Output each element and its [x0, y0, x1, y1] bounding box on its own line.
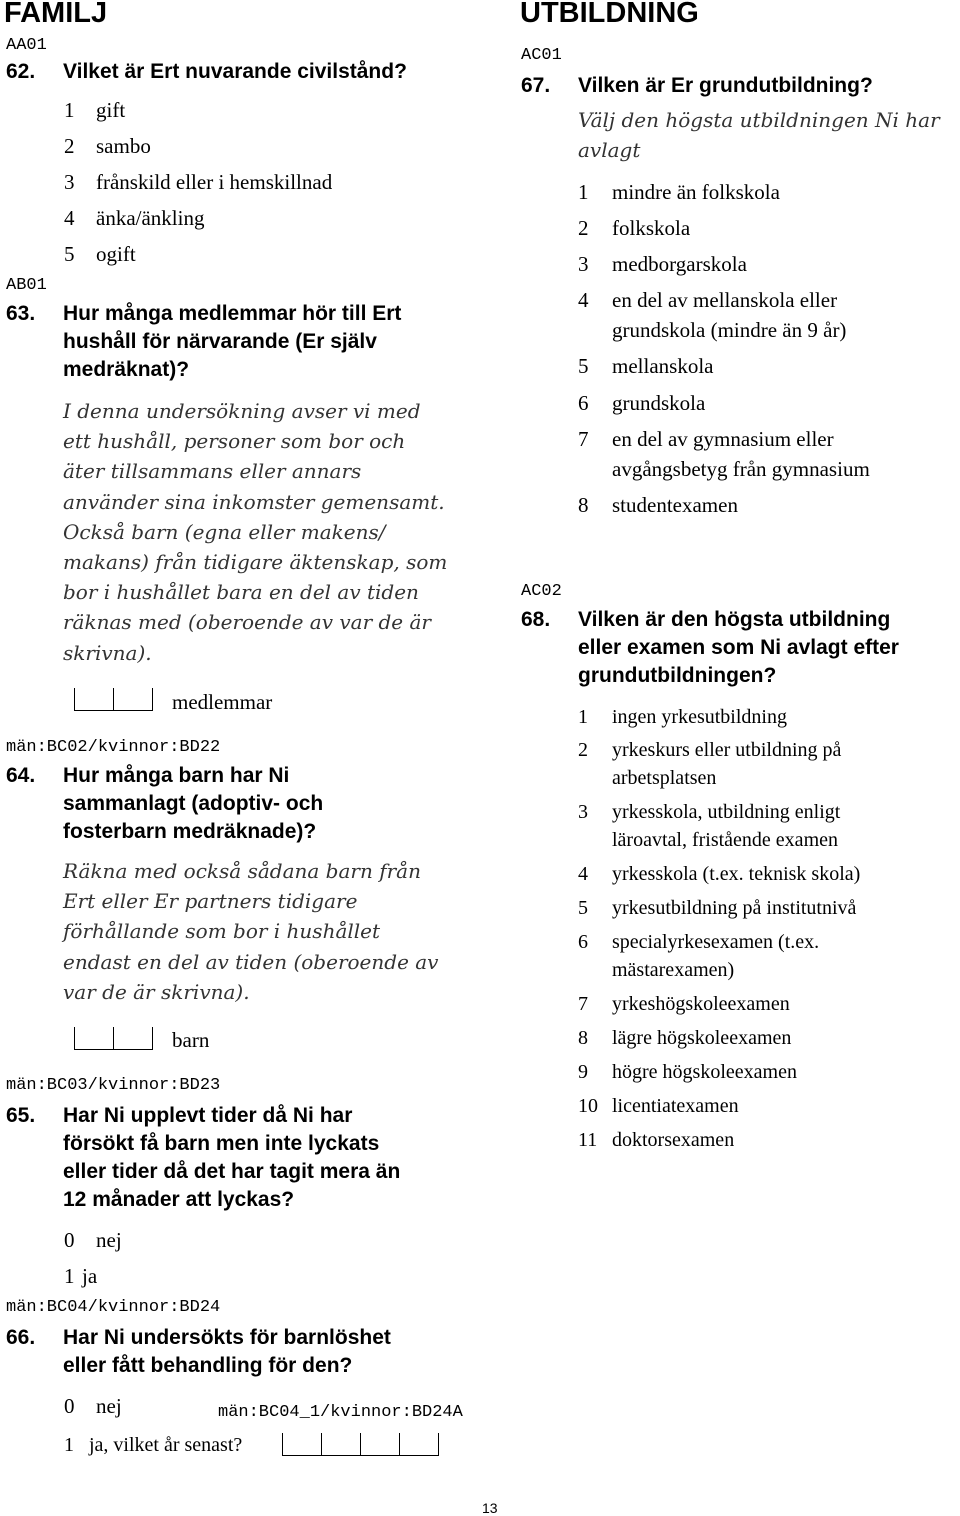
option-number: 3 — [64, 170, 75, 194]
instruction-line: endast en del av tiden (oberoende av — [63, 949, 439, 974]
option-label: yrkesskola (t.ex. teknisk skola) — [612, 863, 861, 885]
digit-box[interactable] — [321, 1433, 360, 1456]
unit-label: barn — [172, 1028, 210, 1052]
option-number: 7 — [578, 427, 589, 451]
option-label: nej — [96, 1394, 122, 1418]
question-text-line: grundutbildningen? — [578, 664, 777, 687]
question-text-line: eller examen som Ni avlagt efter — [578, 636, 899, 659]
option-number: 1 — [64, 98, 75, 122]
question-code: män:BC03/kvinnor:BD23 — [6, 1076, 221, 1095]
question-number: 68. — [521, 608, 551, 631]
digit-box[interactable] — [113, 688, 153, 711]
option-number: 10 — [578, 1095, 598, 1117]
section-title-familj: FAMILJ — [4, 0, 108, 29]
option-label: nej — [96, 1228, 122, 1252]
option-label: doktorsexamen — [612, 1129, 735, 1151]
question-number: 66. — [6, 1326, 36, 1349]
option-label: avgångsbetyg från gymnasium — [612, 457, 870, 481]
option-number: 7 — [578, 993, 588, 1015]
option-label: yrkeskurs eller utbildning på — [612, 739, 842, 761]
instruction-line: avlagt — [578, 138, 641, 163]
option-number: 11 — [578, 1129, 598, 1151]
digit-box[interactable] — [74, 1027, 113, 1050]
q63-instruction — [63, 396, 447, 668]
question-code: män:BC04/kvinnor:BD24 — [6, 1298, 221, 1317]
option-label: mästarexamen) — [612, 959, 735, 981]
instruction-line: skrivna). — [63, 640, 152, 665]
instruction-line: Också barn (egna eller makens/ — [63, 519, 386, 544]
instruction-line: räknas med (oberoende av var de är — [63, 610, 431, 635]
question-number: 62. — [6, 60, 36, 83]
question-text-line: fosterbarn medräknade)? — [63, 820, 317, 843]
option-number: 8 — [578, 1027, 588, 1049]
option-label: mindre än folkskola — [612, 180, 780, 204]
option-label: folkskola — [612, 216, 691, 240]
instruction-line: makans) från tidigare äktenskap, som — [63, 550, 448, 575]
question-text-line: försökt få barn men inte lyckats — [63, 1132, 380, 1155]
option-number: 6 — [578, 931, 588, 953]
question-code: män:BC02/kvinnor:BD22 — [6, 738, 221, 757]
question-text-line: sammanlagt (adoptiv- och — [63, 792, 324, 815]
members-count-input[interactable] — [74, 688, 153, 711]
option-number: 5 — [578, 897, 588, 919]
option-number: 9 — [578, 1061, 588, 1083]
option-label: ja — [82, 1264, 98, 1288]
question-text-line: hushåll för närvarande (Er själv — [63, 330, 377, 353]
instruction-line: Räkna med också sådana barn från — [63, 859, 421, 883]
instruction-line: I denna undersökning avser vi med — [63, 399, 421, 423]
question-number: 67. — [521, 74, 551, 97]
question-code: AB01 — [6, 276, 47, 295]
q62-option[interactable] — [64, 240, 424, 268]
option-label: sambo — [96, 134, 151, 158]
option-label: mellanskola — [612, 354, 714, 378]
q65-option[interactable] — [64, 1262, 98, 1290]
option-number: 1 — [578, 706, 588, 728]
option-label: specialyrkesexamen (t.ex. — [612, 931, 820, 953]
option-label: en del av gymnasium eller — [612, 427, 834, 451]
digit-box[interactable] — [113, 1027, 153, 1050]
option-number: 0 — [64, 1228, 75, 1252]
instruction-line: bor i hushållet bara en del av tiden — [63, 580, 419, 605]
q62-option[interactable] — [64, 96, 424, 124]
children-count-input[interactable] — [74, 1027, 153, 1050]
digit-box[interactable] — [360, 1433, 399, 1456]
question-code: AC02 — [521, 582, 562, 601]
option-label: högre högskoleexamen — [612, 1061, 797, 1083]
question-text-line: Vilken är den högsta utbildning — [578, 608, 891, 631]
option-number: 0 — [64, 1394, 75, 1418]
q65-option[interactable] — [64, 1226, 122, 1254]
instruction-line: använder sina inkomster gemensamt. — [63, 489, 445, 514]
q64-instruction — [63, 856, 438, 1007]
question-65 — [6, 1102, 401, 1211]
option-label: lägre högskoleexamen — [612, 1027, 792, 1049]
year-input[interactable] — [282, 1433, 439, 1456]
option-label: arbetsplatsen — [612, 767, 717, 789]
digit-box[interactable] — [282, 1433, 321, 1456]
question-62 — [6, 58, 407, 86]
option-label: yrkesskola, utbildning enligt — [612, 801, 841, 823]
question-64 — [6, 762, 324, 843]
option-label: yrkesutbildning på institutnivå — [612, 897, 857, 919]
question-number: 64. — [6, 764, 36, 787]
followup-code: män:BC04_1/kvinnor:BD24A — [218, 1403, 463, 1422]
question-text-line: Hur många barn har Ni — [63, 764, 290, 787]
option-number: 4 — [578, 288, 589, 312]
option-label: medborgarskola — [612, 252, 747, 276]
q67-instruction — [578, 105, 940, 165]
question-text-line: Har Ni undersökts för barnlöshet — [63, 1326, 391, 1349]
instruction-line: ett hushåll, personer som bor och — [63, 429, 406, 454]
digit-box[interactable] — [399, 1433, 439, 1456]
option-label: grundskola (mindre än 9 år) — [612, 318, 847, 342]
q62-option[interactable] — [64, 204, 424, 232]
option-number: 6 — [578, 391, 589, 415]
page-number: 13 — [482, 1500, 498, 1516]
q66-option[interactable] — [64, 1431, 243, 1459]
option-label: en del av mellanskola eller — [612, 288, 838, 312]
option-number: 2 — [578, 739, 588, 761]
question-code: AC01 — [521, 46, 562, 65]
q66-option[interactable] — [64, 1392, 122, 1420]
option-number: 5 — [64, 242, 75, 266]
question-text-line: medräknat)? — [63, 358, 190, 381]
digit-box[interactable] — [74, 688, 113, 711]
option-number: 2 — [64, 134, 75, 158]
question-67 — [521, 72, 873, 100]
question-code: AA01 — [6, 36, 47, 55]
option-label: yrkeshögskoleexamen — [612, 993, 790, 1015]
option-number: 5 — [578, 354, 589, 378]
option-label: grundskola — [612, 391, 706, 415]
option-number: 4 — [64, 206, 75, 230]
unit-label: medlemmar — [172, 690, 273, 714]
instruction-line: Ert eller Er partners tidigare — [63, 889, 358, 914]
option-number: 3 — [578, 801, 588, 823]
question-text: Vilken är Er grundutbildning? — [578, 74, 873, 97]
instruction-line: var de är skrivna). — [63, 979, 250, 1004]
question-68 — [521, 606, 899, 687]
q62-option[interactable] — [64, 132, 424, 160]
option-number: 3 — [578, 252, 589, 276]
option-number: 4 — [578, 863, 588, 885]
option-label: ja, vilket år senast? — [89, 1434, 243, 1456]
option-label: frånskild eller i hemskillnad — [96, 170, 333, 194]
option-label: änka/änkling — [96, 206, 205, 230]
question-number: 65. — [6, 1104, 36, 1127]
question-63 — [6, 300, 402, 381]
option-number: 1 — [64, 1434, 74, 1456]
question-text-line: 12 månader att lyckas? — [63, 1188, 295, 1211]
section-title-utbildning: UTBILDNING — [520, 0, 699, 29]
option-number: 1 — [578, 180, 589, 204]
option-label: ingen yrkesutbildning — [612, 706, 787, 728]
option-number: 1 — [64, 1264, 75, 1288]
option-label: studentexamen — [612, 493, 738, 517]
question-text-line: eller tider då det har tagit mera än — [63, 1160, 401, 1183]
question-number: 63. — [6, 302, 36, 325]
option-label: ogift — [96, 242, 136, 266]
question-66 — [6, 1324, 391, 1377]
option-number: 8 — [578, 493, 589, 517]
question-text-line: eller fått behandling för den? — [63, 1354, 353, 1377]
question-text: Vilket är Ert nuvarande civilstånd? — [63, 60, 407, 83]
q62-option[interactable] — [64, 168, 424, 196]
question-text-line: Hur många medlemmar hör till Ert — [63, 302, 402, 325]
instruction-line: äter tillsammans eller annars — [63, 459, 362, 484]
option-label: gift — [96, 98, 126, 122]
instruction-line: förhållande som bor i hushållet — [63, 919, 381, 944]
question-text-line: Har Ni upplevt tider då Ni har — [63, 1104, 353, 1127]
instruction-line: Välj den högsta utbildningen Ni har — [578, 108, 940, 132]
option-label: licentiatexamen — [612, 1095, 739, 1117]
option-label: läroavtal, fristående examen — [612, 829, 838, 851]
option-number: 2 — [578, 216, 589, 240]
